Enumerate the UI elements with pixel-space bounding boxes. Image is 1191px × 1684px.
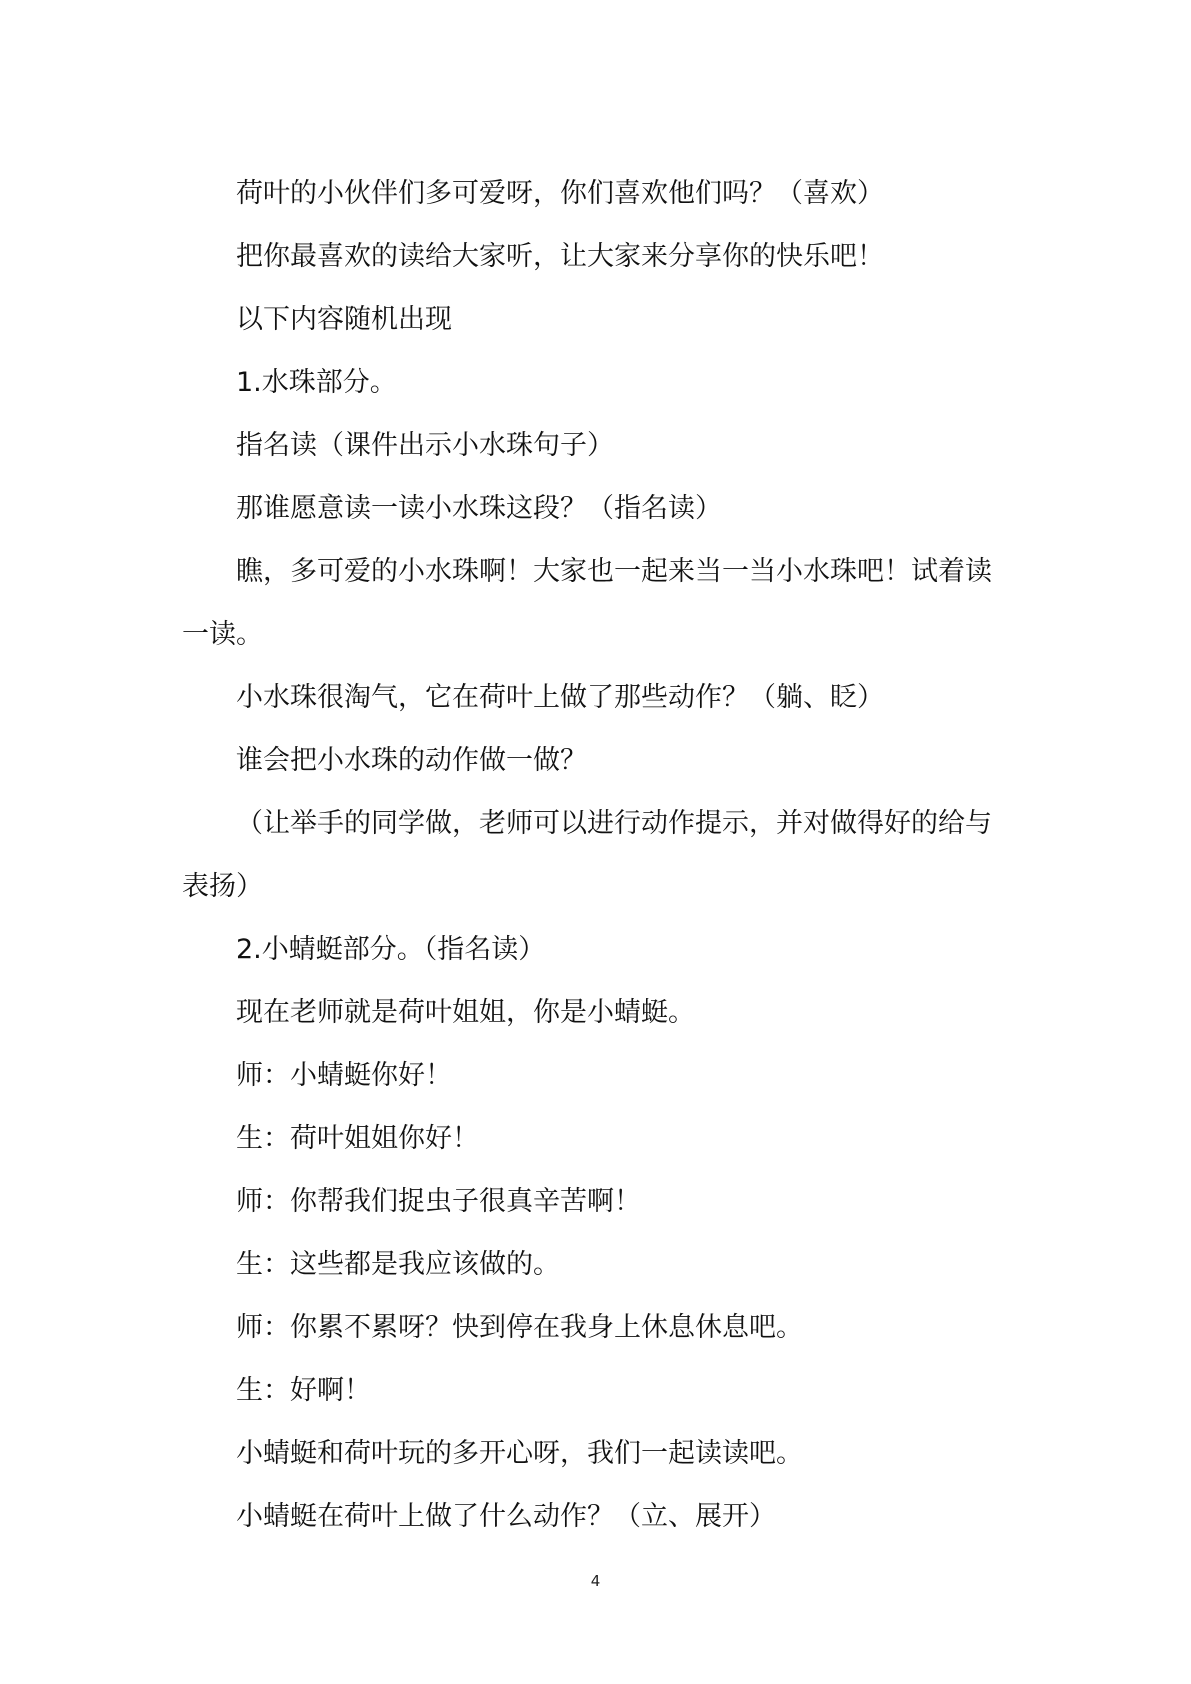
paragraph: 师：小蜻蜓你好！ <box>236 1060 452 1091</box>
paragraph: 生：好啊！ <box>236 1375 371 1406</box>
paragraph: 现在老师就是荷叶姐姐，你是小蜻蜓。 <box>236 997 695 1028</box>
paragraph: 谁会把小水珠的动作做一做？ <box>236 745 587 776</box>
paragraph: 师：你帮我们捉虫子很真辛苦啊！ <box>236 1186 641 1217</box>
paragraph: 2.小蜻蜓部分。（指名读） <box>236 934 546 965</box>
paragraph: 小蜻蜓和荷叶玩的多开心呀，我们一起读读吧。 <box>236 1438 803 1469</box>
paragraph: 师：你累不累呀？快到停在我身上休息休息吧。 <box>236 1312 803 1343</box>
paragraph: 生：这些都是我应该做的。 <box>236 1249 560 1280</box>
paragraph: 1.水珠部分。 <box>236 367 397 398</box>
paragraph: 生：荷叶姐姐你好！ <box>236 1123 479 1154</box>
page-number: 4 <box>590 1572 601 1590</box>
paragraph: 荷叶的小伙伴们多可爱呀，你们喜欢他们吗？（喜欢） <box>236 178 884 209</box>
paragraph: 小水珠很淘气，它在荷叶上做了那些动作？（躺、眨） <box>236 682 884 713</box>
paragraph: （让举手的同学做，老师可以进行动作提示，并对做得好的给与表扬） <box>182 808 992 902</box>
body-text <box>182 162 1012 1548</box>
paragraph: 指名读（课件出示小水珠句子） <box>236 430 614 461</box>
paragraph: 那谁愿意读一读小水珠这段？（指名读） <box>236 493 722 524</box>
paragraph: 瞧，多可爱的小水珠啊！大家也一起来当一当小水珠吧！试着读一读。 <box>182 556 992 650</box>
paragraph: 把你最喜欢的读给大家听，让大家来分享你的快乐吧！ <box>236 241 884 272</box>
paragraph: 小蜻蜓在荷叶上做了什么动作？（立、展开） <box>236 1501 776 1532</box>
paragraph: 以下内容随机出现 <box>236 304 452 335</box>
